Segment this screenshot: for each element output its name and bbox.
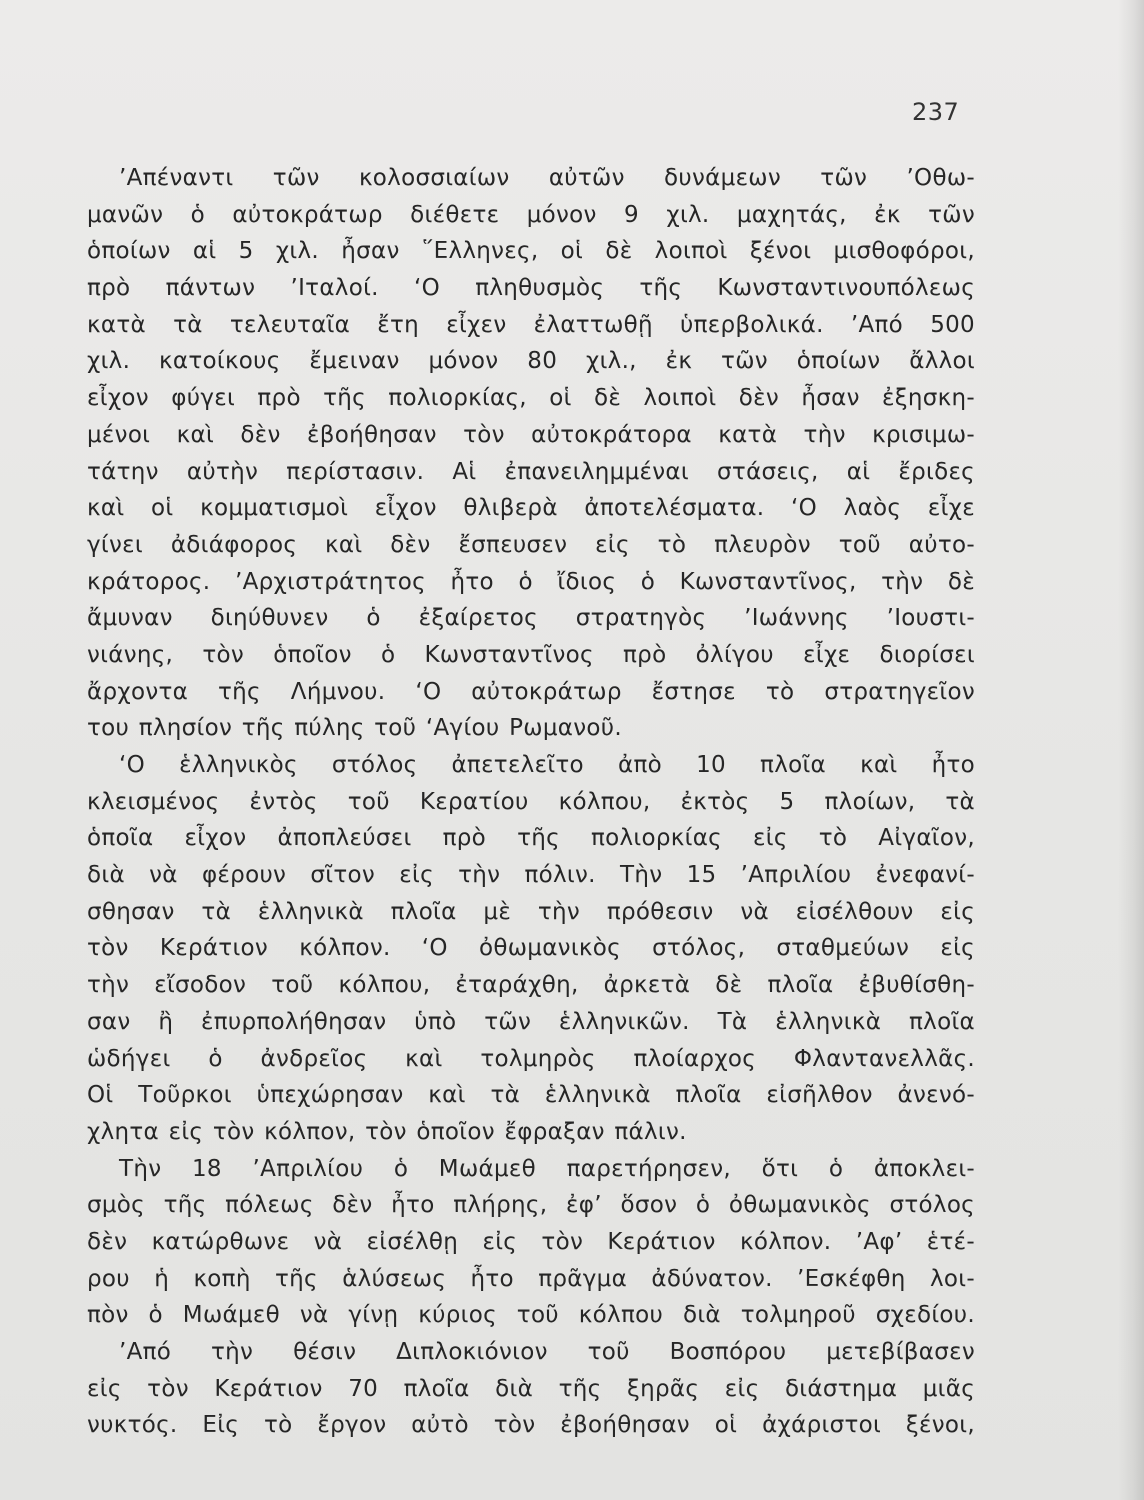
text-line: ‘Ο ἑλληνικὸς στόλος ἀπετελεῖτο ἀπὸ 10 πλοῖα καὶ ἦτο [119,752,975,778]
text-line: νιάνης, τὸν ὁποῖον ὁ Κωνσταντῖνος πρὸ ὀλίγου εἶχε διορίσει [87,641,975,668]
text-line: νυκτός. Εἰς τὸ ἔργον αὐτὸ τὸν ἐβοήθησαν οἱ ἀχάριστοι ξένοι, [87,1412,975,1439]
text-line: χιλ. κατοίκους ἔμειναν μόνον 80 χιλ., ἐκ τῶν ὁποίων ἄλλοι [87,348,975,375]
text-line: του πλησίον τῆς πύλης τοῦ ‘Αγίου Ρωμανοῦ. [87,715,622,742]
text-line: κράτορος. ’Αρχιστράτητος ἦτο ὁ ἴδιος ὁ Κωνσταντῖνος, τὴν δὲ [87,568,975,595]
page-number: 237 [912,98,960,126]
text-line: κατὰ τὰ τελευταῖα ἔτη εἶχεν ἐλαττωθῇ ὑπερβολικά. ’Από 500 [87,311,975,338]
text-line: ὁποῖα εἶχον ἀποπλεύσει πρὸ τῆς πολιορκίας εἰς τὸ Αἰγαῖον, [87,825,975,852]
text-line: τὸν Κεράτιον κόλπον. ‘Ο ὀθωμανικὸς στόλος, σταθμεύων εἰς [87,935,975,962]
text-line: εἰς τὸν Κεράτιον 70 πλοῖα διὰ τῆς ξηρᾶς εἰς διάστημα μιᾶς [87,1375,975,1402]
text-line: κλεισμένος ἐντὸς τοῦ Κερατίου κόλπου, ἐκτὸς 5 πλοίων, τὰ [87,788,975,815]
text-line: διὰ νὰ φέρουν σῖτον εἰς τὴν πόλιν. Τὴν 15 ’Απριλίου ἐνεφανί- [87,862,975,889]
text-line: ἄρχοντα τῆς Λήμνου. ‘Ο αὐτοκράτωρ ἔστησε τὸ στρατηγεῖον [87,678,975,705]
text-line: ’Απέναντι τῶν κολοσσιαίων αὐτῶν δυνάμεων τῶν ’Οθω- [119,165,975,191]
text-line: σθησαν τὰ ἑλληνικὰ πλοῖα μὲ τὴν πρόθεσιν νὰ εἰσέλθουν εἰς [87,898,975,925]
text-line: Τὴν 18 ’Απριλίου ὁ Μωάμεθ παρετήρησεν, ὅτι ὁ ἀποκλει- [119,1155,975,1182]
text-line: σμὸς τῆς πόλεως δὲν ἦτο πλήρης, ἐφ’ ὅσον ὁ ὀθωμανικὸς στόλος [87,1192,975,1219]
text-line: ρου ἡ κοπὴ τῆς ἁλύσεως ἦτο πρᾶγμα ἀδύνατον. ’Εσκέφθη λοι- [87,1265,975,1292]
text-line: καὶ οἱ κομματισμοὶ εἶχον θλιβερὰ ἀποτελέσματα. ‘Ο λαὸς εἶχε [87,495,975,522]
text-line: τάτην αὐτὴν περίστασιν. Αἱ ἐπανειλημμέναι στάσεις, αἱ ἔριδες [87,458,975,485]
text-line: γίνει ἀδιάφορος καὶ δὲν ἔσπευσεν εἰς τὸ πλευρὸν τοῦ αὐτο- [87,531,975,558]
text-line: ὁποίων αἱ 5 χιλ. ἦσαν ῞Ελληνες, οἱ δὲ λοιποὶ ξένοι μισθοφόροι, [87,238,975,265]
body-text [87,160,975,1444]
text-line: μανῶν ὁ αὐτοκράτωρ διέθετε μόνον 9 χιλ. μαχητάς, ἐκ τῶν [87,201,975,228]
text-line: ὡδήγει ὁ ἀνδρεῖος καὶ τολμηρὸς πλοίαρχος Φλαντανελλᾶς. [87,1045,975,1072]
text-line: μένοι καὶ δὲν ἐβοήθησαν τὸν αὐτοκράτορα κατὰ τὴν κρισιμω- [87,421,975,448]
text-line: ἄμυναν διηύθυνεν ὁ ἐξαίρετος στρατηγὸς ’Ιωάννης ’Ιουστι- [87,605,975,632]
page-edge-shadow [1118,0,1144,1500]
text-line: πρὸ πάντων ’Ιταλοί. ‘Ο πληθυσμὸς τῆς Κωνσταντινουπόλεως [87,275,975,302]
text-line: τὴν εἴσοδον τοῦ κόλπου, ἐταράχθη, ἀρκετὰ δὲ πλοῖα ἐβυθίσθη- [87,972,975,999]
text-line: ’Από τὴν θέσιν Διπλοκιόνιον τοῦ Βοσπόρου μετεβίβασεν [119,1339,975,1365]
text-line: δὲν κατώρθωνε νὰ εἰσέλθῃ εἰς τὸν Κεράτιον κόλπον. ’Αφ’ ἑτέ- [87,1228,975,1255]
text-line: σαν ἢ ἐπυρπολήθησαν ὑπὸ τῶν ἑλληνικῶν. Τὰ ἑλληνικὰ πλοῖα [87,1008,975,1035]
text-line: Οἱ Τοῦρκοι ὑπεχώρησαν καὶ τὰ ἑλληνικὰ πλοῖα εἰσῆλθον ἀνενό- [87,1082,975,1109]
text-line: χλητα εἰς τὸν κόλπον, τὸν ὁποῖον ἔφραξαν πάλιν. [87,1118,687,1145]
text-line: εἶχον φύγει πρὸ τῆς πολιορκίας, οἱ δὲ λοιποὶ δὲν ἦσαν ἐξησκη- [87,385,975,412]
text-line: πὸν ὁ Μωάμεθ νὰ γίνῃ κύριος τοῦ κόλπου διὰ τολμηροῦ σχεδίου. [87,1302,975,1329]
